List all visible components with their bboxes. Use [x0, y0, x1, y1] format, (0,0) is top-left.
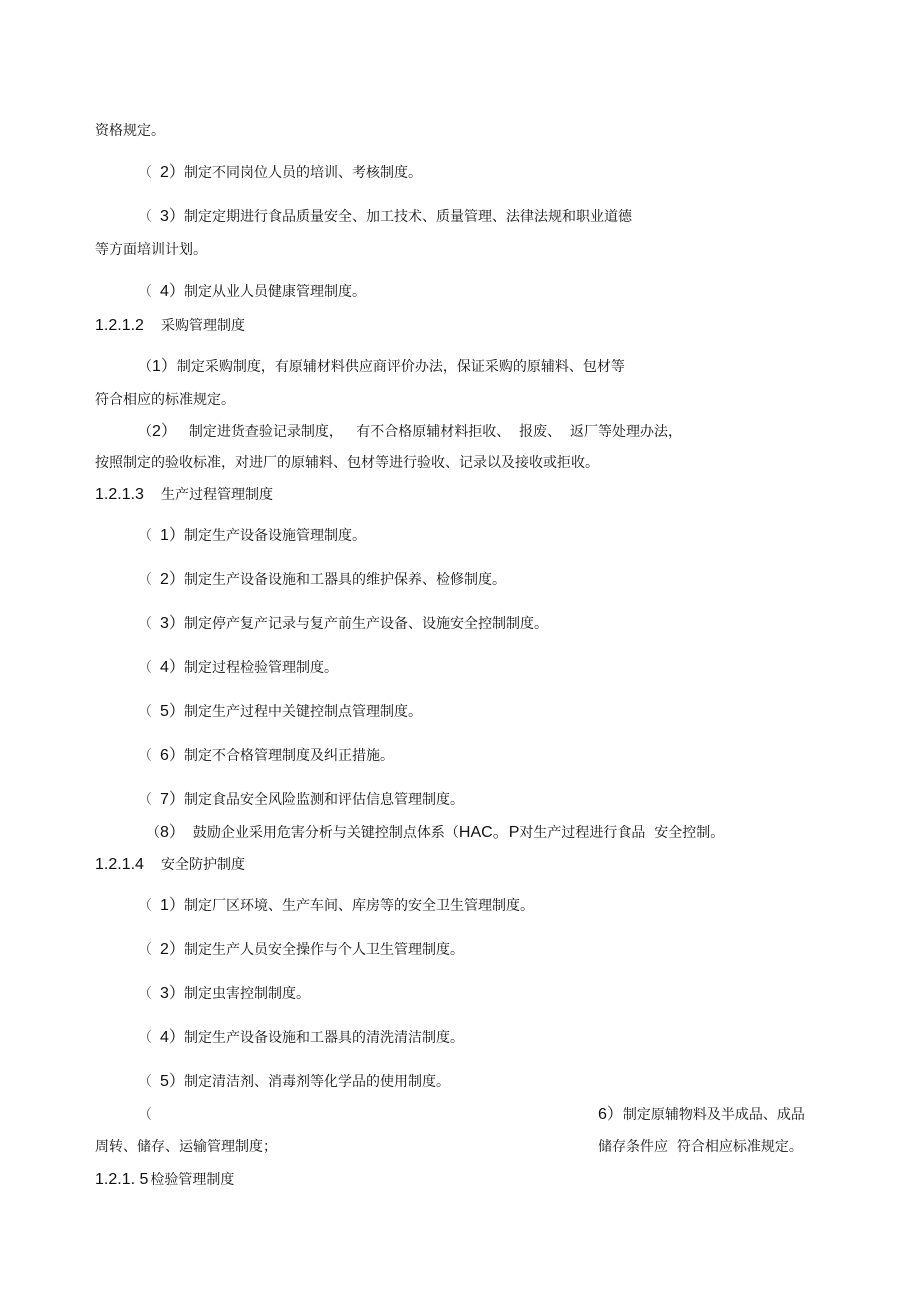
list-item: （1）制定采购制度，有原辅材料供应商评价办法，保证采购的原辅料、包材等: [138, 358, 625, 375]
list-item: （ 3）制定虫害控制制度。: [138, 985, 310, 1002]
continuation-text: 资格规定。: [95, 123, 165, 139]
list-item-continuation: 按照制定的验收标准，对进厂的原辅料、包材等进行验收、记录以及接收或拒收。: [95, 455, 599, 471]
section-heading: 1.2.1.4 安全防护制度: [95, 856, 245, 873]
list-item: （ 6）制定不合格管理制度及纠正措施。: [138, 747, 394, 764]
list-item: （ 1）制定厂区环境、生产车间、库房等的安全卫生管理制度。: [138, 897, 534, 914]
list-item: （8） 鼓励企业采用危害分析与关键控制点体系（HAC。P对生产过程进行食品 安全控制。: [146, 824, 725, 841]
section-heading: 1.2.1.2 采购管理制度: [95, 317, 245, 334]
list-item: （ 2）制定生产设备设施和工器具的维护保养、检修制度。: [138, 571, 506, 588]
list-item: （ 3）制定停产复产记录与复产前生产设备、设施安全控制制度。: [138, 615, 548, 632]
list-item-continuation: 周转、储存、运输管理制度；: [95, 1139, 277, 1155]
list-item: （ 2）制定生产人员安全操作与个人卫生管理制度。: [138, 941, 464, 958]
list-item: （ 5）制定生产过程中关键控制点管理制度。: [138, 703, 422, 720]
list-item: （ 4）制定从业人员健康管理制度。: [138, 283, 366, 300]
list-item: （ 3）制定定期进行食品质量安全、加工技术、质量管理、法律法规和职业道德: [138, 208, 632, 225]
list-item-right: 6）制定原辅物料及半成品、成品: [598, 1106, 805, 1123]
list-item-continuation: 符合相应的标准规定。: [95, 392, 235, 408]
list-item-open-paren: （: [138, 1107, 152, 1123]
section-heading: 1.2.1.3 生产过程管理制度: [95, 486, 273, 503]
list-item: （ 5）制定清洁剂、消毒剂等化学品的使用制度。: [138, 1073, 450, 1090]
list-item: （ 7）制定食品安全风险监测和评估信息管理制度。: [138, 791, 464, 808]
section-heading: 1.2.1. 5 检验管理制度: [95, 1171, 235, 1188]
list-item: （2） 制定进货查验记录制度， 有不合格原辅材料拒收、 报废、 返厂等处理办法，: [138, 423, 683, 440]
list-item: （ 4）制定生产设备设施和工器具的清洗清洁制度。: [138, 1029, 464, 1046]
list-item: （ 2）制定不同岗位人员的培训、考核制度。: [138, 164, 422, 181]
list-item-continuation-right: 储存条件应 符合相应标准规定。: [598, 1139, 803, 1155]
list-item: （ 1）制定生产设备设施管理制度。: [138, 527, 366, 544]
list-item: （ 4）制定过程检验管理制度。: [138, 659, 338, 676]
list-item-continuation: 等方面培训计划。: [95, 242, 207, 258]
